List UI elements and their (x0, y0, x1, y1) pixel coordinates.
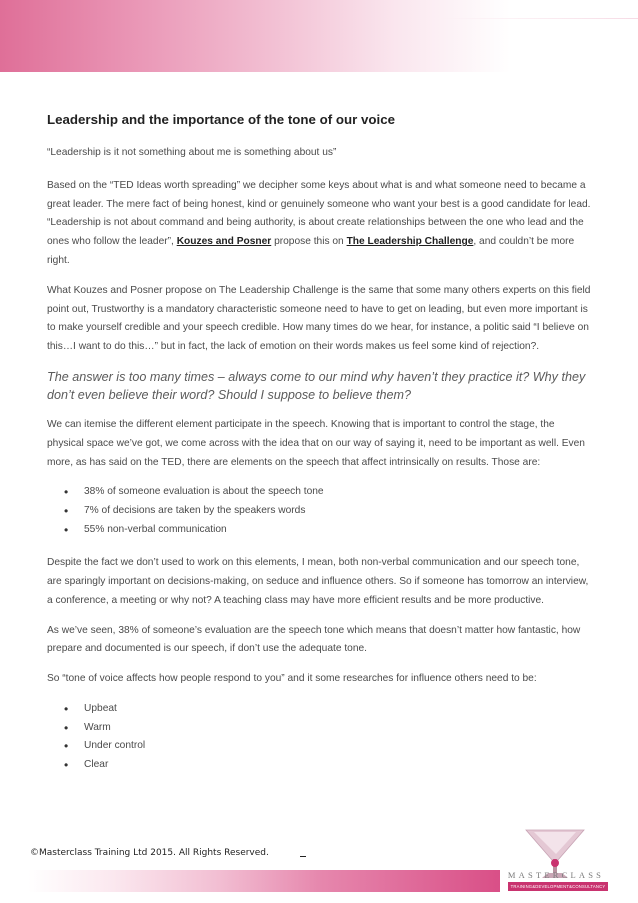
list-item-text: 55% non-verbal communication (84, 523, 227, 535)
paragraph-tone: So “tone of voice affects how people respond to you” and it some researches for influence others need to be: (47, 673, 537, 685)
list-item (64, 719, 592, 738)
paragraph-ted-text-a: Based on the “TED Ideas worth spreading” we decipher some keys about what is and what someone need to became a great leader. The mere fact of being honest, kind or genuinely someone who want your best is a good candidate for lead. “Leadership is not about command and being authority, is about create relationships between the one who lead and the ones who follow the leader”, (47, 179, 591, 248)
bullet-icon: • (64, 757, 69, 772)
list-item-text: Upbeat (84, 702, 117, 714)
tone-qualities-list (47, 700, 592, 774)
footer-divider (300, 856, 306, 857)
logo-wordmark: MASTERCLASS (507, 870, 605, 880)
list-item-text: Under control (84, 740, 146, 752)
bullet-icon: • (64, 739, 69, 754)
header-gradient-band (0, 0, 638, 72)
footer-copyright: ©Masterclass Training Ltd 2015. All Rights Reserved. (30, 848, 269, 858)
paragraph-elements: We can itemise the different element participate in the speech. Knowing that is important to control the stage, the physical space we’ve got, we come across with the idea that on our way of saying it, need to be important as well. Even more, as has said on the TED, there are elements on the speech that affect intrinsically on results. Those are: (47, 418, 585, 468)
list-item (64, 502, 592, 521)
list-item (64, 756, 592, 775)
list-item-text: Clear (84, 758, 109, 770)
paragraph-ted-text-b: propose this on (271, 236, 347, 248)
list-item-text: 38% of someone evaluation is about the speech tone (84, 486, 324, 498)
paragraph-ted (47, 177, 592, 271)
footer-gradient-band (28, 870, 500, 892)
list-item-text: 7% of decisions are taken by the speakers words (84, 504, 306, 516)
list-item-text: Warm (84, 721, 111, 733)
page-title: Leadership and the importance of the tone of our voice (47, 112, 395, 127)
paragraph-evaluation: As we’ve seen, 38% of someone’s evaluation are the speech tone which means that doesn’t matter how fantastic, how prepare and documented is our speech, if don’t use the adequate tone. (47, 624, 581, 655)
list-item (64, 737, 592, 756)
bullet-icon: • (64, 522, 69, 537)
document-body (47, 112, 592, 789)
bullet-icon: • (64, 485, 69, 500)
bullet-icon: • (64, 503, 69, 518)
leadership-challenge-link[interactable]: The Leadership Challenge (346, 236, 474, 248)
italic-question: The answer is too many times – always come to our mind why haven’t they practice it? Why they don’t even believe their word? Should I suppose to believe them? (47, 369, 586, 402)
speech-elements-list (47, 483, 592, 539)
logo-tagline: TRAINING&DEVELOPMENT&CONSULTANCY (508, 882, 608, 891)
list-item (64, 521, 592, 540)
bullet-icon: • (64, 720, 69, 735)
header-rule (440, 18, 638, 19)
paragraph-ted-text-c: , and couldn’t be more right. (47, 236, 575, 266)
paragraph-despite: Despite the fact we don’t used to work on this elements, I mean, both non-verbal communication and our speech tone, are sparingly important on decisions-making, on seduce and influence others. So if someone has tomorrow an interview, a conference, a meeting or why not? A teaching class may have more efficient results and be more productive. (47, 557, 589, 606)
list-item (64, 700, 592, 719)
paragraph-trustworthy: What Kouzes and Posner propose on The Leadership Challenge is the same that some many others experts on this field point out, Trustworthy is a mandatory characteristic someone need to have to get on leading, but even more important is to make yourself credible and your speech credible. How many times do we hear, for instance, a politic said “I believe on this…I want to do this…” but in fact, the lack of emotion on their words makes us feel some kind of rejection?. (47, 284, 591, 353)
bullet-icon: • (64, 701, 69, 716)
opening-quote: “Leadership is it not something about me is something about us” (47, 147, 337, 158)
kouzes-posner-link[interactable]: Kouzes and Posner (176, 236, 272, 248)
list-item (64, 483, 592, 502)
